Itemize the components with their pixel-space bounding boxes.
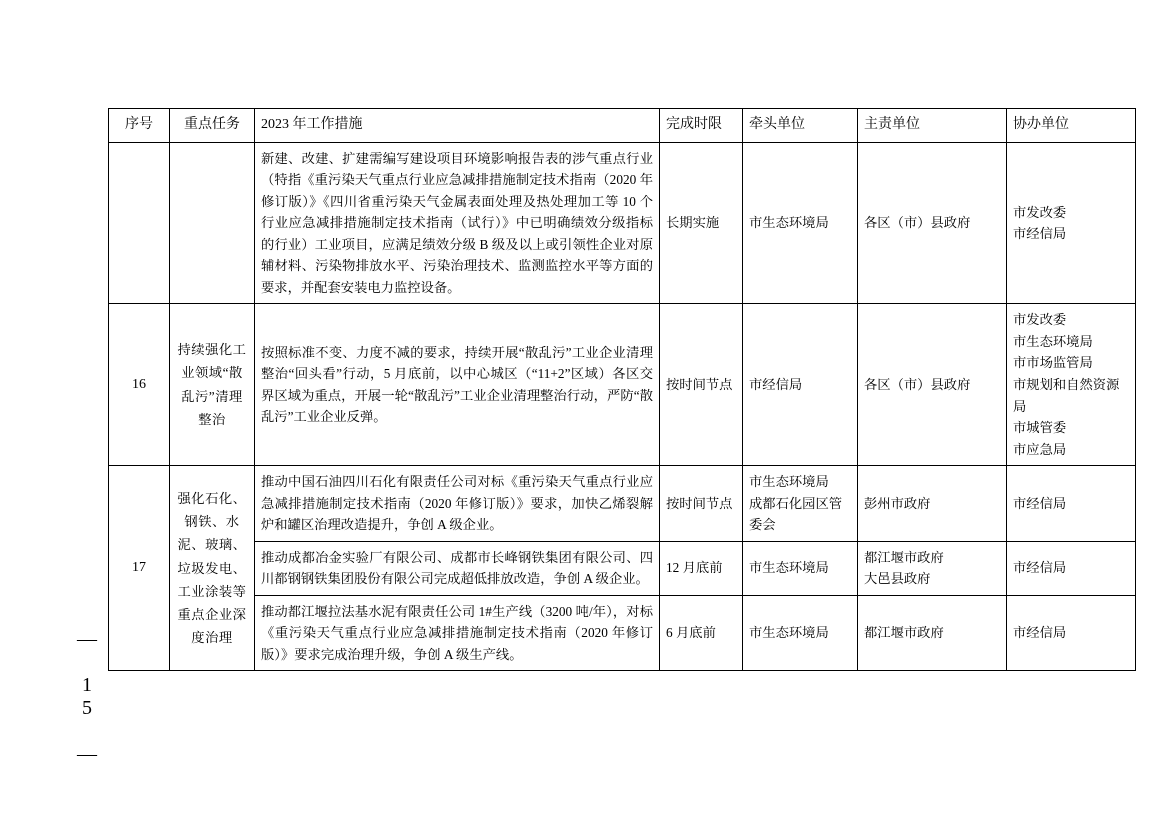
- cell-responsible-unit: 彭州市政府: [858, 466, 1007, 542]
- cooperating-unit-line: 市发改委: [1013, 204, 1067, 220]
- column-header-measure: 2023 年工作措施: [255, 109, 660, 143]
- cell-lead-unit: 市生态环境局: [743, 142, 858, 304]
- cell-cooperating-unit: [1007, 541, 1136, 595]
- cell-seq: [109, 466, 170, 671]
- measure-text: 按照标准不变、力度不减的要求，持续开展“散乱污”工业企业清理整治“回头看”行动，5 月底前，以中心城区（“11+2”区域）各区交界区域为重点，开展一轮“散乱污”工业企业清理整治行动，严防“散乱污”工业企业反弹。: [261, 344, 653, 425]
- column-header-lead-unit: 牵头单位: [743, 109, 858, 143]
- cell-cooperating-unit: [1007, 142, 1136, 304]
- table-header-row: [109, 109, 1136, 143]
- cell-task-label: 强化石化、钢铁、水泥、玻璃、垃圾发电、工业涂装等重点企业深度治理: [177, 490, 247, 646]
- cooperating-unit-line: 市经信局: [1013, 625, 1067, 641]
- column-header-deadline: 完成时限: [660, 109, 743, 143]
- table-row: [109, 466, 1136, 542]
- cooperating-unit-line: 市市场监管局: [1013, 355, 1093, 371]
- cell-measure: [255, 595, 660, 671]
- cell-deadline: 长期实施: [660, 142, 743, 304]
- cell-lead-unit: [743, 466, 858, 542]
- column-header-cooperating-unit: 协办单位: [1007, 109, 1136, 143]
- cell-task: [170, 466, 255, 671]
- cell-deadline: 12 月底前: [660, 541, 743, 595]
- cell-measure: [255, 304, 660, 466]
- cooperating-unit-line: 市发改委: [1013, 312, 1067, 328]
- responsible-unit-line: 都江堰市政府: [864, 549, 944, 565]
- cell-deadline: 6 月底前: [660, 595, 743, 671]
- table-body: [109, 142, 1136, 671]
- table-row: [109, 595, 1136, 671]
- table-row: [109, 304, 1136, 466]
- cell-deadline: 按时间节点: [660, 304, 743, 466]
- cell-task-label: 持续强化工业领域“散乱污”清理整治: [177, 342, 247, 428]
- cooperating-unit-line: 市经信局: [1013, 226, 1067, 242]
- cell-cooperating-unit: [1007, 304, 1136, 466]
- measure-text: 新建、改建、扩建需编写建设项目环境影响报告表的涉气重点行业（特指《重污染天气重点行业应急减排措施制定技术指南（2020 年修订版）》《四川省重污染天气金属表面处理及热处理加工等 10 个行业应急减排措施制定技术指南（试行）》中已明确绩效分级指标的行业）工业项目，应满足绩效分级 B 级及以上或引领性企业对原辅材料、污染物排放水平、污染治理技术、监测监控水平等方面的要求，并配套安装电力监控设备。: [261, 150, 653, 295]
- cell-seq: [109, 304, 170, 466]
- cooperating-unit-line: 市生态环境局: [1013, 333, 1093, 349]
- work-measures-table: [108, 108, 1136, 671]
- column-header-responsible-unit: 主责单位: [858, 109, 1007, 143]
- lead-unit-line: 成都石化园区管委会: [749, 495, 843, 533]
- cooperating-unit-line: 市应急局: [1013, 441, 1067, 457]
- table-header: [109, 109, 1136, 143]
- cell-responsible-unit: [858, 541, 1007, 595]
- measure-text: 推动成都冶金实验厂有限公司、成都市长峰钢铁集团有限公司、四川都钢钢铁集团股份有限公司完成超低排放改造，争创 A 级企业。: [261, 549, 653, 587]
- seq-number: 16: [132, 376, 146, 392]
- lead-unit-line: 市生态环境局: [749, 474, 829, 490]
- cell-lead-unit: 市生态环境局: [743, 541, 858, 595]
- cell-lead-unit: 市生态环境局: [743, 595, 858, 671]
- cell-measure: [255, 466, 660, 542]
- cooperating-unit-line: 市城管委: [1013, 420, 1067, 436]
- seq-number: 17: [132, 560, 146, 576]
- column-header-seq: 序号: [109, 109, 170, 143]
- cell-seq: [109, 142, 170, 304]
- cooperating-unit-line: 市经信局: [1013, 560, 1067, 576]
- column-header-task: 重点任务: [170, 109, 255, 143]
- table-row: [109, 142, 1136, 304]
- page-number: — 15 —: [76, 628, 98, 766]
- cell-measure: [255, 541, 660, 595]
- table-row: [109, 541, 1136, 595]
- cell-responsible-unit: 各区（市）县政府: [858, 142, 1007, 304]
- cooperating-unit-line: 市规划和自然资源局: [1013, 376, 1120, 414]
- cell-cooperating-unit: [1007, 466, 1136, 542]
- cell-responsible-unit: 都江堰市政府: [858, 595, 1007, 671]
- cell-task: [170, 304, 255, 466]
- cell-measure: [255, 142, 660, 304]
- cell-task: [170, 142, 255, 304]
- measure-text: 推动都江堰拉法基水泥有限责任公司 1#生产线（3200 吨/年），对标《重污染天气重点行业应急减排措施制定技术指南（2020 年修订版）》要求完成治理升级，争创 A 级生产线。: [261, 603, 653, 662]
- cell-responsible-unit: 各区（市）县政府: [858, 304, 1007, 466]
- cell-lead-unit: 市经信局: [743, 304, 858, 466]
- cell-deadline: 按时间节点: [660, 466, 743, 542]
- measure-text: 推动中国石油四川石化有限责任公司对标《重污染天气重点行业应急减排措施制定技术指南（2020 年修订版）》要求，加快乙烯裂解炉和罐区治理改造提升，争创 A 级企业。: [261, 474, 653, 533]
- responsible-unit-line: 大邑县政府: [864, 571, 931, 587]
- cooperating-unit-line: 市经信局: [1013, 495, 1067, 511]
- cell-cooperating-unit: [1007, 595, 1136, 671]
